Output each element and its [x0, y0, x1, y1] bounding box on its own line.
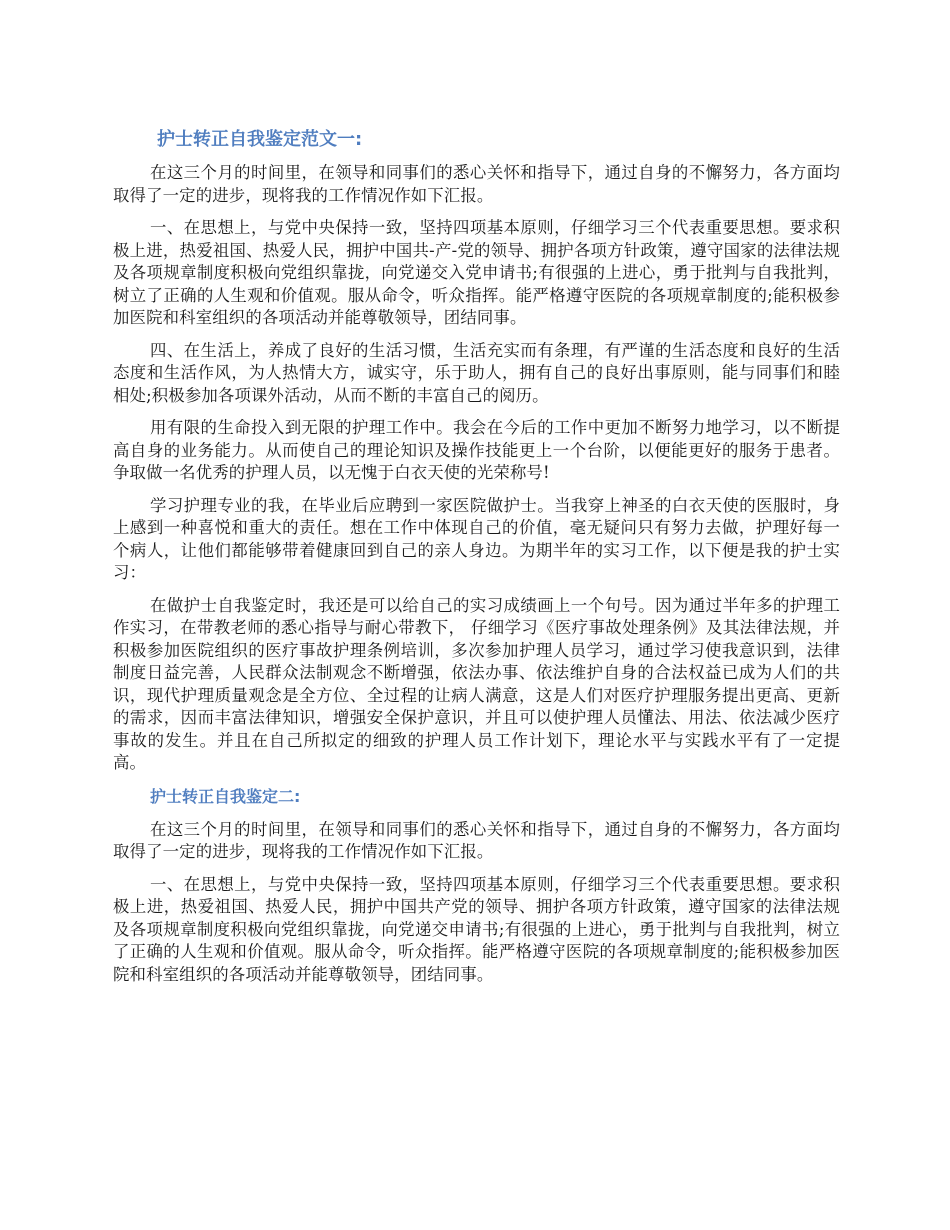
- section-1-paragraph-3: 四、在生活上，养成了良好的生活习惯，生活充实而有条理，有严谨的生活态度和良好的生活态度和生活作风，为人热情大方，诚实守，乐于助人，拥有自己的良好出事原则，能与同事们和睦相处;积极参加各项课外活动，从而不断的丰富自己的阅历。: [113, 340, 840, 405]
- section-2-paragraph-2: 一、在思想上，与党中央保持一致，坚持四项基本原则，仔细学习三个代表重要思想。要求积极上进，热爱祖国、热爱人民，拥护中国共产党的领导、拥护各项方针政策，遵守国家的法律法规及各项规章制度积极向党组织靠拢，向党递交申请书;有很强的上进心，勇于批判与自我批判，树立了正确的人生观和价值观。服从命令，听众指挥。能严格遵守医院的各项规章制度的;能积极参加医院和科室组织的各项活动并能尊敬领导，团结同事。: [113, 874, 840, 984]
- section-2-paragraph-1: 在这三个月的时间里，在领导和同事们的悉心关怀和指导下，通过自身的不懈努力，各方面均取得了一定的进步，现将我的工作情况作如下汇报。: [113, 819, 840, 861]
- section-1-title: 护士转正自我鉴定范文一:: [157, 129, 363, 150]
- section-1-paragraph-5: 学习护理专业的我，在毕业后应聘到一家医院做护士。当我穿上神圣的白衣天使的医服时，身上感到一种喜悦和重大的责任。想在工作中体现自己的价值，毫无疑问只有努力去做，护理好每一个病人，让他们都能够带着健康回到自己的亲人身边。为期半年的实习工作，以下便是我的护士实习：: [113, 495, 840, 582]
- section-2-title: 护士转正自我鉴定二:: [150, 786, 301, 806]
- section-1-paragraph-1: 在这三个月的时间里，在领导和同事们的悉心关怀和指导下，通过自身的不懈努力，各方面均取得了一定的进步，现将我的工作情况作如下汇报。: [113, 163, 840, 205]
- document-body: [113, 122, 840, 996]
- section-1-paragraph-6: 在做护士自我鉴定时，我还是可以给自己的实习成绩画上一个句号。因为通过半年多的护理工作实习，在带教老师的悉心指导与耐心带教下， 仔细学习《医疗事故处理条例》及其法律法规，并积极参加医院组织的医疗事故护理条例培训，多次参加护理人员学习，通过学习使我意识到，法律制度日益完善，人民群众法制观念不断增强，依法办事、依法维护自身的合法权益已成为人们的共识，现代护理质量观念是全方位、全过程的让病人满意，这是人们对医疗护理服务提出更高、更新的需求，因而丰富法律知识，增强安全保护意识，并且可以使护理人员懂法、用法、依法减少医疗事故的发生。并且在自己所拟定的细致的护理人员工作计划下，理论水平与实践水平有了一定提高。: [113, 595, 840, 772]
- section-1-paragraph-2: 一、在思想上，与党中央保持一致，坚持四项基本原则，仔细学习三个代表重要思想。要求积极上进，热爱祖国、热爱人民，拥护中国共-产-党的领导、拥护各项方针政策，遵守国家的法律法规及各项规章制度积极向党组织靠拢，向党递交入党申请书;有很强的上进心，勇于批判与自我批判，树立了正确的人生观和价值观。服从命令，听众指挥。能严格遵守医院的各项规章制度的;能积极参加医院和科室组织的各项活动并能尊敬领导，团结同事。: [113, 218, 840, 327]
- section-1-paragraph-4: 用有限的生命投入到无限的护理工作中。我会在今后的工作中更加不断努力地学习，以不断提高自身的业务能力。从而使自己的理论知识及操作技能更上一个台阶，以便能更好的服务于患者。争取做一名优秀的护理人员，以无愧于白衣天使的光荣称号!: [113, 418, 840, 482]
